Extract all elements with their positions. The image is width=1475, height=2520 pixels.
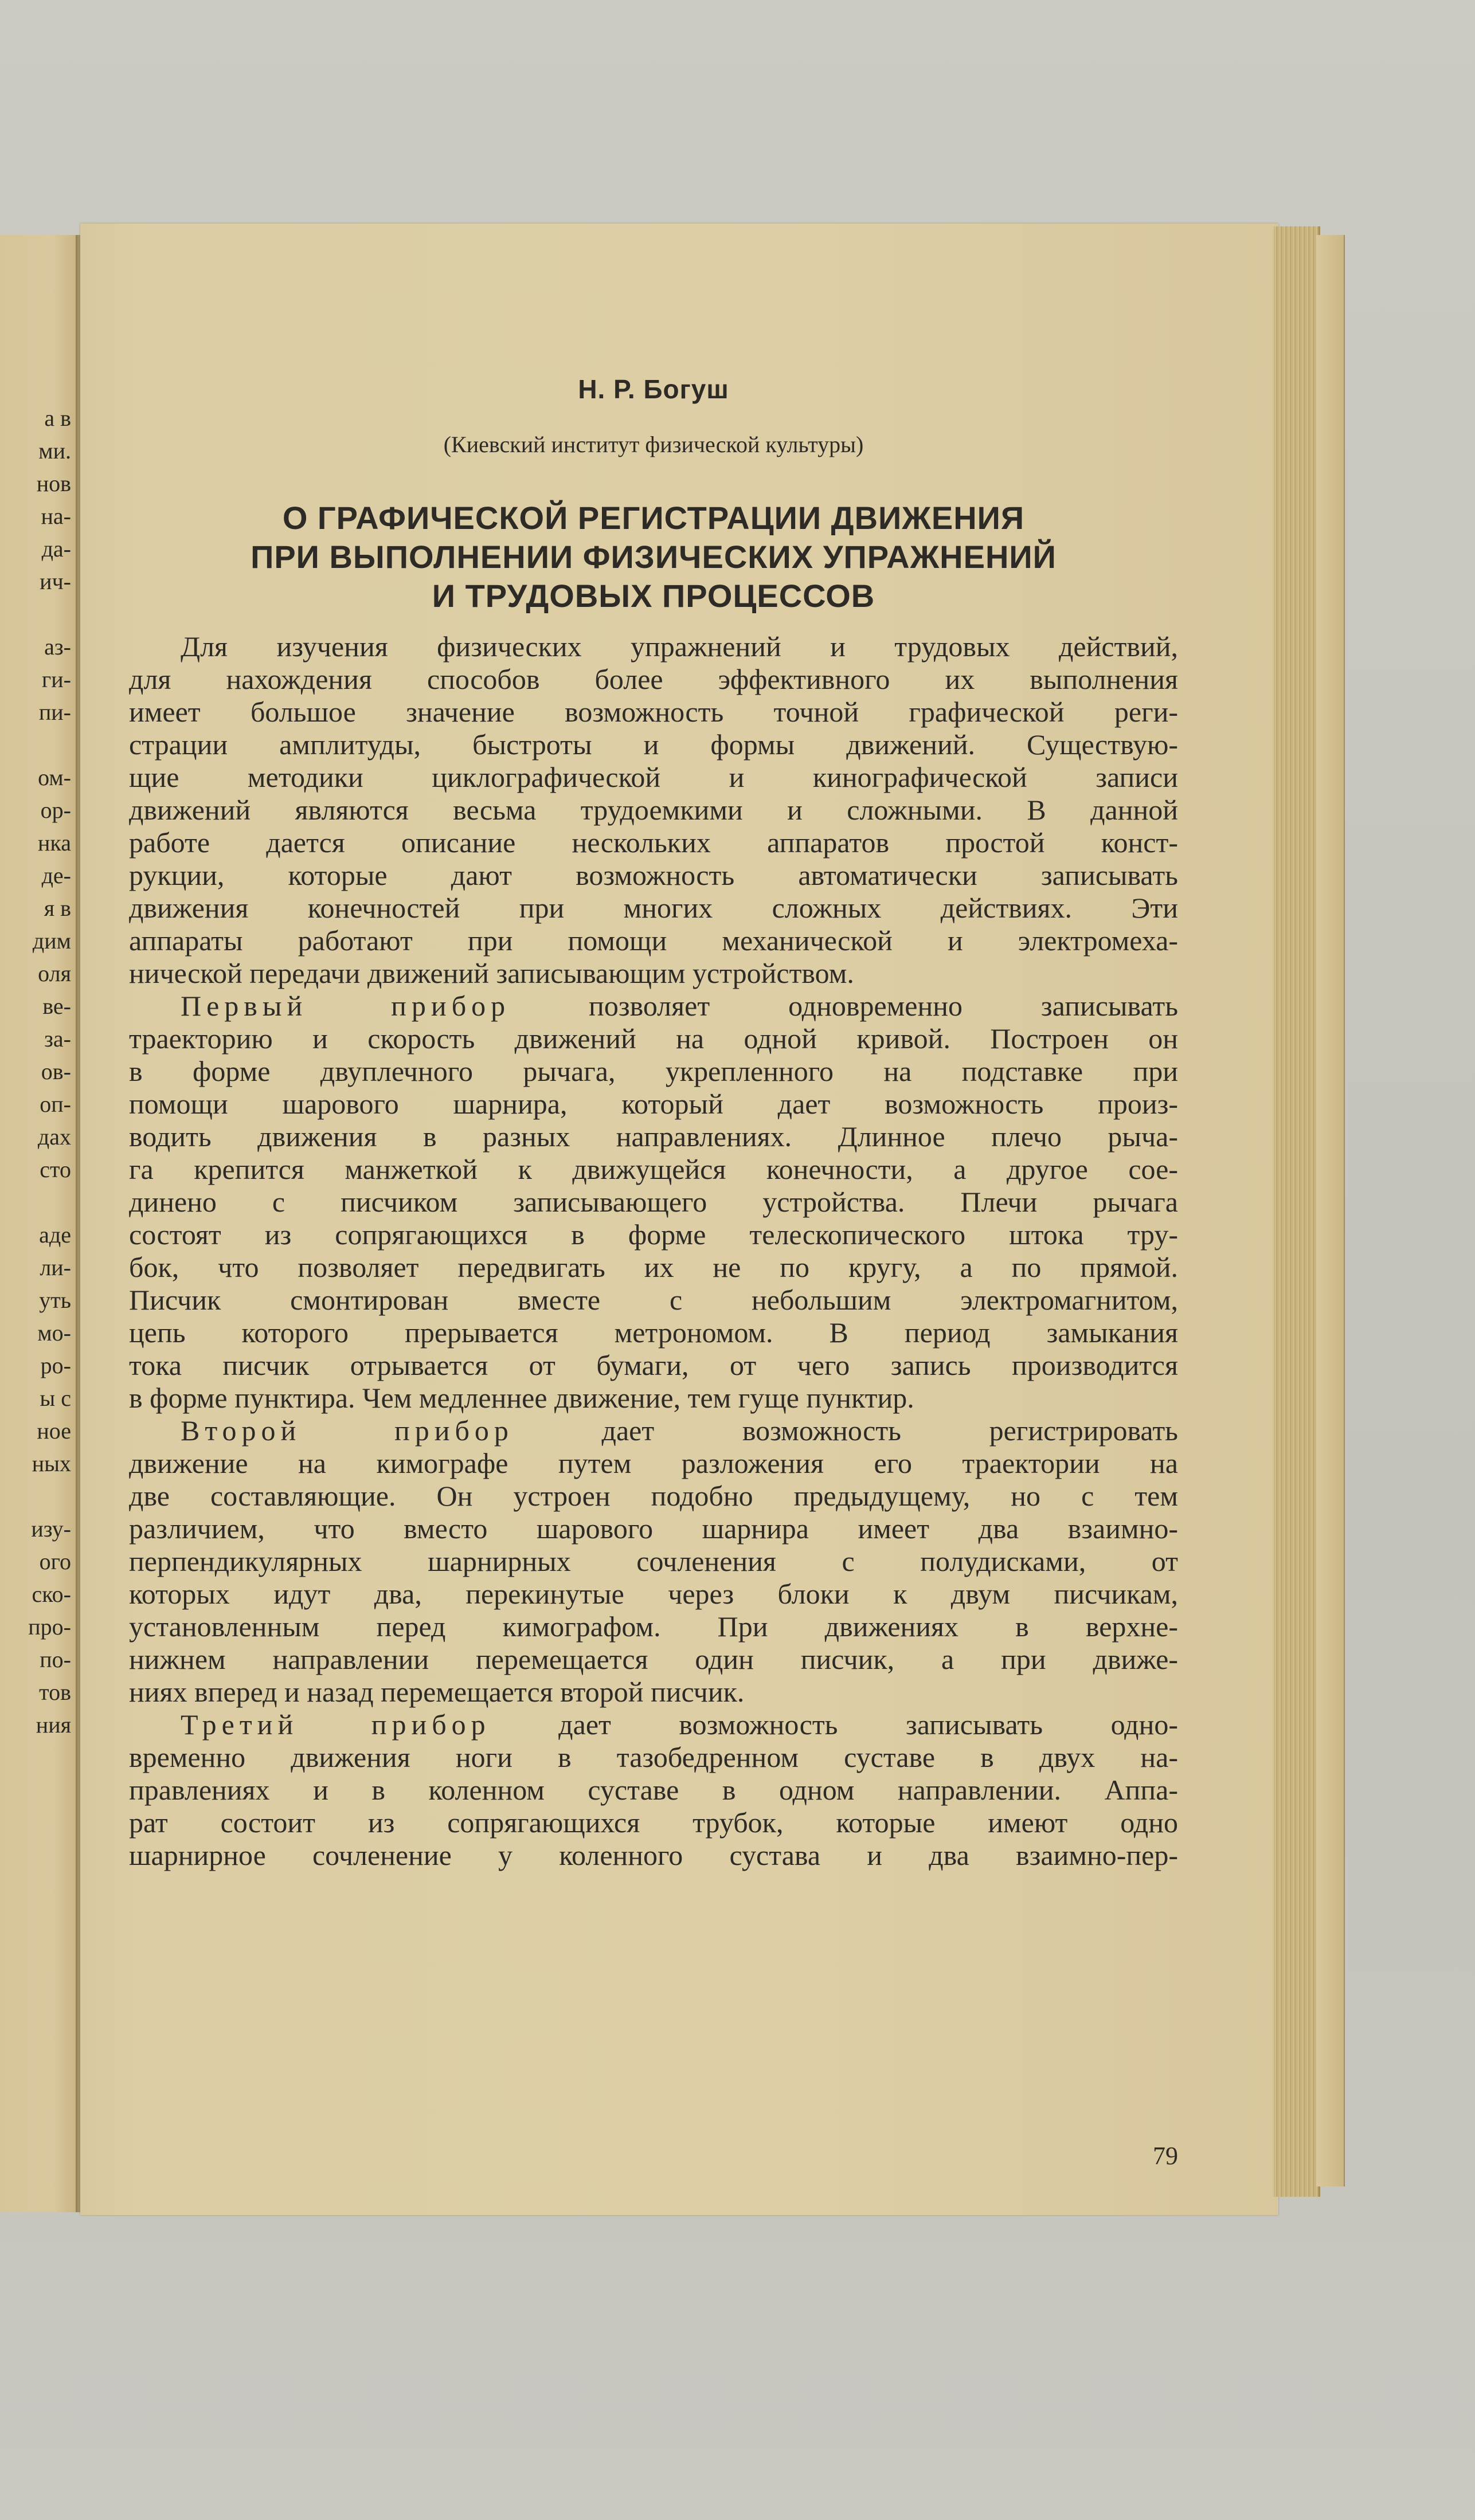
device-heading: Второй прибор — [181, 1414, 514, 1447]
body-line: для нахождения способов более эффективного их выполнения — [129, 663, 1178, 695]
previous-page-text-fragment: де- — [41, 863, 71, 888]
previous-page-text-fragment: ом- — [38, 765, 71, 790]
previous-page-text-fragment: ми. — [38, 438, 71, 464]
body-line: временно движения ноги в тазобедренном суставе в двух на- — [129, 1741, 1178, 1773]
previous-page-text-fragment: а в — [44, 405, 71, 431]
previous-page-text-fragment: по- — [40, 1647, 71, 1672]
body-line: имеет большое значение возможность точной графической реги- — [129, 696, 1178, 728]
body-line: га крепится манжеткой к движущейся конечности, а другое сое- — [129, 1153, 1178, 1185]
previous-page-text-fragment: на- — [41, 503, 71, 529]
previous-page-text-fragment: тов — [39, 1679, 71, 1705]
author-name: Н. Р. Богуш — [578, 374, 729, 404]
previous-page-text-fragment: ов- — [41, 1059, 71, 1084]
body-line-text: позволяет одновременно записывать — [510, 990, 1178, 1022]
title-line: ПРИ ВЫПОЛНЕНИИ ФИЗИЧЕСКИХ УПРАЖНЕНИЙ — [251, 539, 1057, 575]
body-line: ниях вперед и назад перемещается второй писчик. — [129, 1676, 745, 1708]
body-line: рукции, которые дают возможность автоматически записывать — [129, 859, 1178, 891]
previous-page-text-fragment: сто — [40, 1157, 71, 1182]
body-line: щие методики циклографической и кинографической записи — [129, 761, 1178, 793]
previous-page-text-fragment: ния — [36, 1712, 71, 1738]
body-line — [129, 990, 1178, 1022]
article-title — [129, 499, 1178, 616]
body-line: рат состоит из сопрягающихся трубок, которые имеют одно — [129, 1806, 1178, 1839]
body-line: две составляющие. Он устроен подобно предыдущему, но с тем — [129, 1480, 1178, 1512]
body-line: помощи шарового шарнира, который дает возможность произ- — [129, 1088, 1178, 1120]
page-block-edges — [1274, 226, 1320, 2197]
article-body — [129, 630, 1178, 1872]
body-line — [129, 1708, 1178, 1741]
body-line: перпендикулярных шарнирных сочленения с полудисками, от — [129, 1545, 1178, 1577]
body-line: установленным перед кимографом. При движениях в верхне- — [129, 1610, 1178, 1643]
body-line: тока писчик отрывается от бумаги, от чего запись производится — [129, 1349, 1178, 1381]
previous-page-text-fragment: ич- — [40, 569, 71, 594]
previous-page-text-fragment: про- — [28, 1614, 71, 1640]
page-number: 79 — [1153, 2142, 1178, 2170]
body-line: состоят из сопрягающихся в форме телескопического штока тру- — [129, 1218, 1178, 1251]
previous-page-text-fragment: ве- — [42, 993, 71, 1019]
body-line: водить движения в разных направлениях. Длинное плечо рыча- — [129, 1120, 1178, 1153]
body-line: различием, что вместо шарового шарнира имеет два взаимно- — [129, 1512, 1178, 1545]
previous-page-text-fragment: я в — [44, 895, 71, 921]
previous-page-text-fragment: ги- — [41, 667, 71, 692]
previous-page-text-fragment: ро- — [40, 1353, 71, 1378]
previous-page-text-fragment: нов — [36, 471, 71, 496]
previous-page-text-fragment: изу- — [31, 1516, 71, 1542]
body-line: в форме двуплечного рычага, укрепленного на подставке при — [129, 1055, 1178, 1087]
title-line: И ТРУДОВЫХ ПРОЦЕССОВ — [432, 578, 875, 614]
cover-edge — [1316, 235, 1345, 2186]
body-line — [129, 1414, 1178, 1447]
author-affiliation: (Киевский институт физической культуры) — [443, 432, 864, 457]
body-line: в форме пунктира. Чем медленнее движение, тем гуще пунктир. — [129, 1382, 914, 1414]
previous-page-text-fragment: ы с — [40, 1385, 71, 1411]
previous-page-edge — [0, 235, 78, 2212]
body-line: траекторию и скорость движений на одной кривой. Построен он — [129, 1022, 1178, 1055]
device-heading: Третий прибор — [181, 1708, 491, 1741]
body-line: правлениях и в коленном суставе в одном направлении. Аппа- — [129, 1774, 1178, 1806]
device-heading: Первый прибор — [181, 990, 511, 1022]
body-line: цепь которого прерывается метрономом. В период замыкания — [129, 1316, 1178, 1349]
body-line: аппараты работают при помощи механической и электромеха- — [129, 924, 1178, 957]
previous-page-text-fragment: ных — [32, 1451, 71, 1476]
body-line: Для изучения физических упражнений и трудовых действий, — [181, 630, 1178, 663]
body-line: движение на кимографе путем разложения его траектории на — [129, 1447, 1178, 1479]
body-line: динено с писчиком записывающего устройства. Плечи рычага — [129, 1186, 1178, 1218]
body-line: нической передачи движений записывающим устройством. — [129, 957, 854, 989]
previous-page-text-fragment: оп- — [40, 1091, 71, 1117]
title-line: О ГРАФИЧЕСКОЙ РЕГИСТРАЦИИ ДВИЖЕНИЯ — [282, 500, 1025, 536]
previous-page-text-fragment: аде — [39, 1222, 71, 1248]
previous-page-text-fragment: оля — [38, 961, 71, 986]
previous-page-text-fragment: за- — [44, 1026, 71, 1052]
body-line: шарнирное сочленение у коленного сустава и два взаимно-пер- — [129, 1839, 1178, 1871]
previous-page-text-fragment: ско- — [32, 1581, 71, 1607]
body-line: страции амплитуды, быстроты и формы движений. Существую- — [129, 728, 1178, 761]
previous-page-text-fragment: ого — [39, 1549, 71, 1574]
previous-page-text-fragment: да- — [41, 536, 71, 562]
body-line-text: дает возможность записывать одно- — [490, 1708, 1178, 1741]
previous-page-text-fragment: уть — [39, 1287, 71, 1313]
previous-page-text-fragment: дим — [32, 928, 71, 954]
previous-page-text-fragment: пи- — [38, 699, 71, 725]
previous-page-text-fragment: аз- — [44, 634, 71, 660]
previous-page-text-fragment: мо- — [37, 1320, 71, 1346]
body-line: бок, что позволяет передвигать их не по кругу, а по прямой. — [129, 1251, 1178, 1283]
body-line-text: дает возможность регистрировать — [513, 1414, 1178, 1447]
previous-page-text-fragment: нка — [38, 830, 71, 856]
previous-page-text-fragment: ор- — [40, 797, 71, 823]
body-line: движений являются весьма трудоемкими и сложными. В данной — [129, 794, 1178, 826]
previous-page-text-fragment: ное — [37, 1418, 71, 1444]
body-line: движения конечностей при многих сложных действиях. Эти — [129, 892, 1178, 924]
body-line: которых идут два, перекинутые через блоки к двум писчикам, — [129, 1578, 1178, 1610]
previous-page-text-fragment: дах — [37, 1124, 71, 1150]
previous-page-text-fragment: ли- — [40, 1255, 71, 1280]
page — [80, 224, 1278, 2215]
body-line: работе дается описание нескольких аппаратов простой конст- — [129, 826, 1178, 859]
body-line: нижнем направлении перемещается один писчик, а при движе- — [129, 1643, 1178, 1675]
body-line: Писчик смонтирован вместе с небольшим электромагнитом, — [129, 1284, 1178, 1316]
